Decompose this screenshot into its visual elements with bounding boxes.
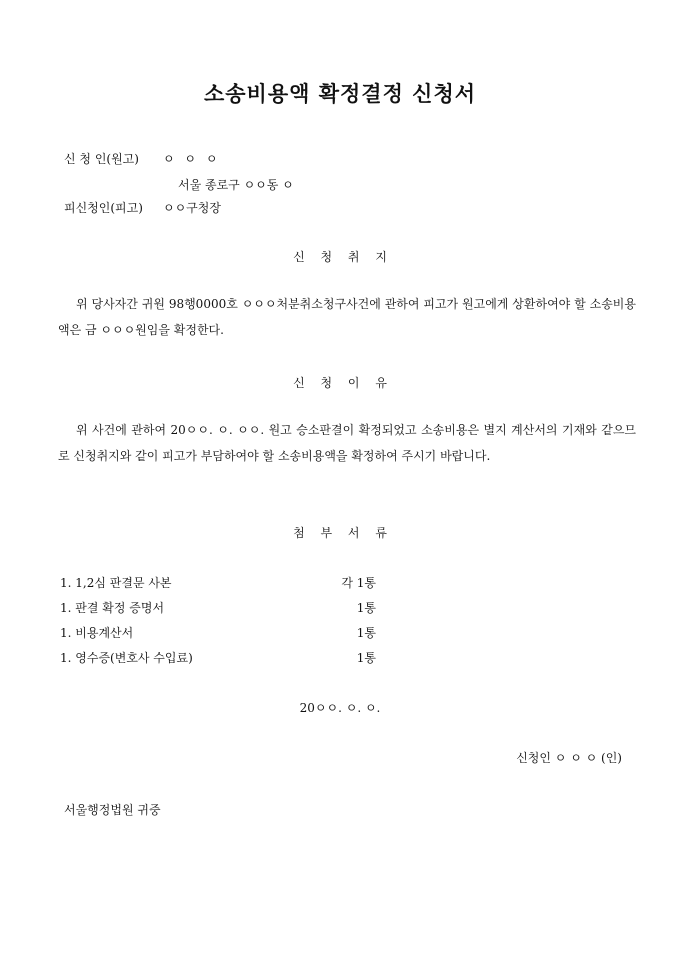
applicant-name: ㅇ ㅇ ㅇ xyxy=(163,152,218,166)
attachment-item-count: 각 1통 xyxy=(341,576,376,590)
purpose-heading: 신 청 취 지 xyxy=(293,250,387,264)
attachment-item-count: 1통 xyxy=(356,651,376,665)
respondent-label: 피신청인(피고) xyxy=(64,201,143,215)
purpose-text: 위 당사자간 귀원 98행0000호 ㅇㅇㅇ처분취소청구사건에 관하여 피고가 원고에게 상환하여야 할 소송비용액은 금 ㅇㅇㅇ원임을 확정한다. xyxy=(58,297,636,337)
signature-line: 신청인 ㅇ ㅇ ㅇ (인) xyxy=(516,751,622,765)
respondent-name: ㅇㅇ구청장 xyxy=(163,201,221,215)
document-date: 20ㅇㅇ. ㅇ. ㅇ. xyxy=(299,701,381,715)
attachment-item-label: 1. 1,2심 판결문 사본 xyxy=(60,576,172,590)
attachment-item-count: 1통 xyxy=(356,601,376,615)
attachments-heading: 첨 부 서 류 xyxy=(293,526,387,540)
document-title: 소송비용액 확정결정 신청서 xyxy=(203,82,477,106)
attachment-item-count: 1통 xyxy=(356,626,376,640)
reason-heading: 신 청 이 유 xyxy=(293,376,387,390)
attachment-item-label: 1. 영수증(변호사 수입료) xyxy=(60,651,193,665)
attachment-item-label: 1. 비용계산서 xyxy=(60,626,134,640)
reason-text: 위 사건에 관하여 20ㅇㅇ. ㅇ. ㅇㅇ. 원고 승소판결이 확정되었고 소송비용은 별지 계산서의 기재와 같으므로 신청취지와 같이 피고가 부담하여야 할 소송비용액을 확정하여 주시기 바랍니다. xyxy=(58,423,636,463)
applicant-address: 서울 종로구 ㅇㅇ동 ㅇ xyxy=(178,178,294,192)
applicant-label: 신 청 인(원고) xyxy=(64,152,139,166)
court-addressee: 서울행정법원 귀중 xyxy=(64,803,161,817)
attachment-item-label: 1. 판결 확정 증명서 xyxy=(60,601,165,615)
